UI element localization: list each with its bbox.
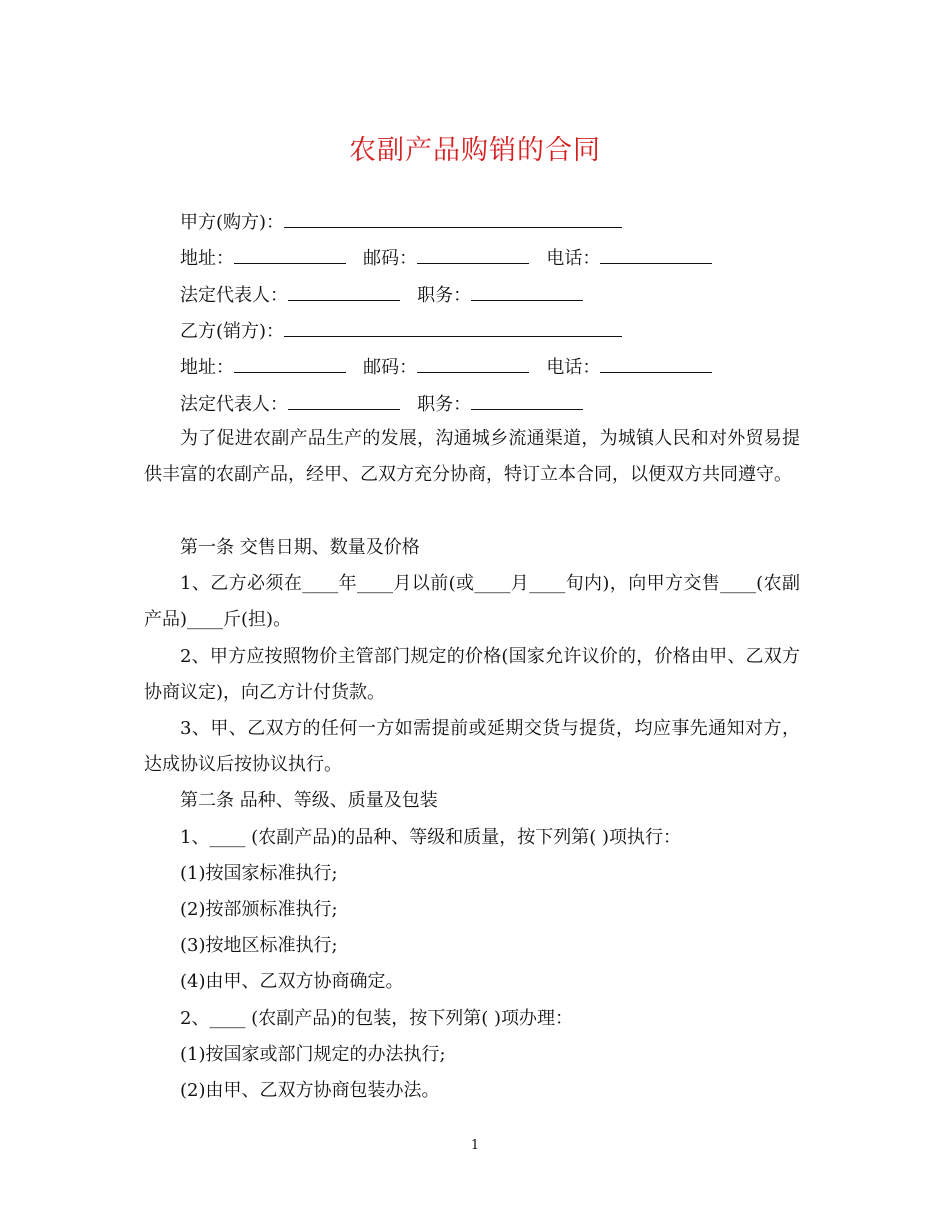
party-b-postcode-label: 邮码： <box>363 357 418 378</box>
party-b-contact-line <box>180 354 712 380</box>
article1-item3: 3、甲、乙双方的任何一方如需提前或延期交货与提货，均应事先通知对方，达成协议后按协议执行。 <box>144 718 800 775</box>
party-a-address-blank[interactable] <box>234 245 346 264</box>
article2-option1: (1)按国家标准执行; <box>180 863 338 884</box>
article2-option2: (2)按部颁标准执行; <box>180 899 338 920</box>
party-a-name-label: 甲方(购方)： <box>180 212 285 233</box>
party-a-contact-line <box>180 245 712 271</box>
article1-item1: 1、乙方必须在____年____月以前(或____月____旬内)，向甲方交售____(农副产品)____斤(担)。 <box>144 573 800 630</box>
party-b-rep-blank[interactable] <box>288 391 400 410</box>
party-a-postcode-blank[interactable] <box>417 245 529 264</box>
party-b-position-label: 职务： <box>417 394 472 415</box>
article2-pack1: (1)按国家或部门规定的办法执行; <box>180 1044 446 1065</box>
article2-item1: 1、____ (农副产品)的品种、等级和质量，按下列第( )项执行： <box>180 827 681 848</box>
article2-option3: (3)按地区标准执行; <box>180 935 338 956</box>
party-b-address-blank[interactable] <box>234 354 346 373</box>
party-b-position-blank[interactable] <box>471 391 583 410</box>
article2-heading: 第二条 品种、等级、质量及包装 <box>180 790 438 811</box>
party-a-position-label: 职务： <box>417 285 472 306</box>
party-b-phone-blank[interactable] <box>600 354 712 373</box>
party-a-postcode-label: 邮码： <box>363 248 418 269</box>
party-b-rep-label: 法定代表人： <box>180 394 288 415</box>
article1-item2: 2、甲方应按照物价主管部门规定的价格(国家允许议价的，价格由甲、乙双方协商议定)，向乙方计付货款。 <box>144 646 800 703</box>
party-a-phone-label: 电话： <box>546 248 601 269</box>
party-b-rep-line <box>180 391 583 417</box>
document-title: 农副产品购销的合同 <box>349 135 601 166</box>
party-b-phone-label: 电话： <box>546 357 601 378</box>
article1-heading: 第一条 交售日期、数量及价格 <box>180 537 420 558</box>
article2-item2: 2、____ (农副产品)的包装，按下列第( )项办理： <box>180 1008 573 1029</box>
party-a-name-blank[interactable] <box>284 209 622 228</box>
preamble-paragraph: 为了促进农副产品生产的发展，沟通城乡流通渠道，为城镇人民和对外贸易提供丰富的农副产品，经甲、乙双方充分协商，特订立本合同，以便双方共同遵守。 <box>144 428 800 485</box>
party-b-name-blank[interactable] <box>284 318 622 337</box>
page-number: 1 <box>470 1138 480 1153</box>
party-a-rep-blank[interactable] <box>288 282 400 301</box>
party-b-name-line <box>180 318 622 344</box>
party-a-rep-line <box>180 282 583 308</box>
party-b-address-label: 地址： <box>180 357 234 378</box>
party-a-phone-blank[interactable] <box>600 245 712 264</box>
party-a-name-line <box>180 209 622 235</box>
party-a-address-label: 地址： <box>180 248 234 269</box>
article2-pack2: (2)由甲、乙双方协商包装办法。 <box>180 1080 440 1101</box>
party-a-rep-label: 法定代表人： <box>180 285 288 306</box>
article2-option4: (4)由甲、乙双方协商确定。 <box>180 971 404 992</box>
party-b-name-label: 乙方(销方)： <box>180 321 285 342</box>
party-b-postcode-blank[interactable] <box>417 354 529 373</box>
party-a-position-blank[interactable] <box>471 282 583 301</box>
